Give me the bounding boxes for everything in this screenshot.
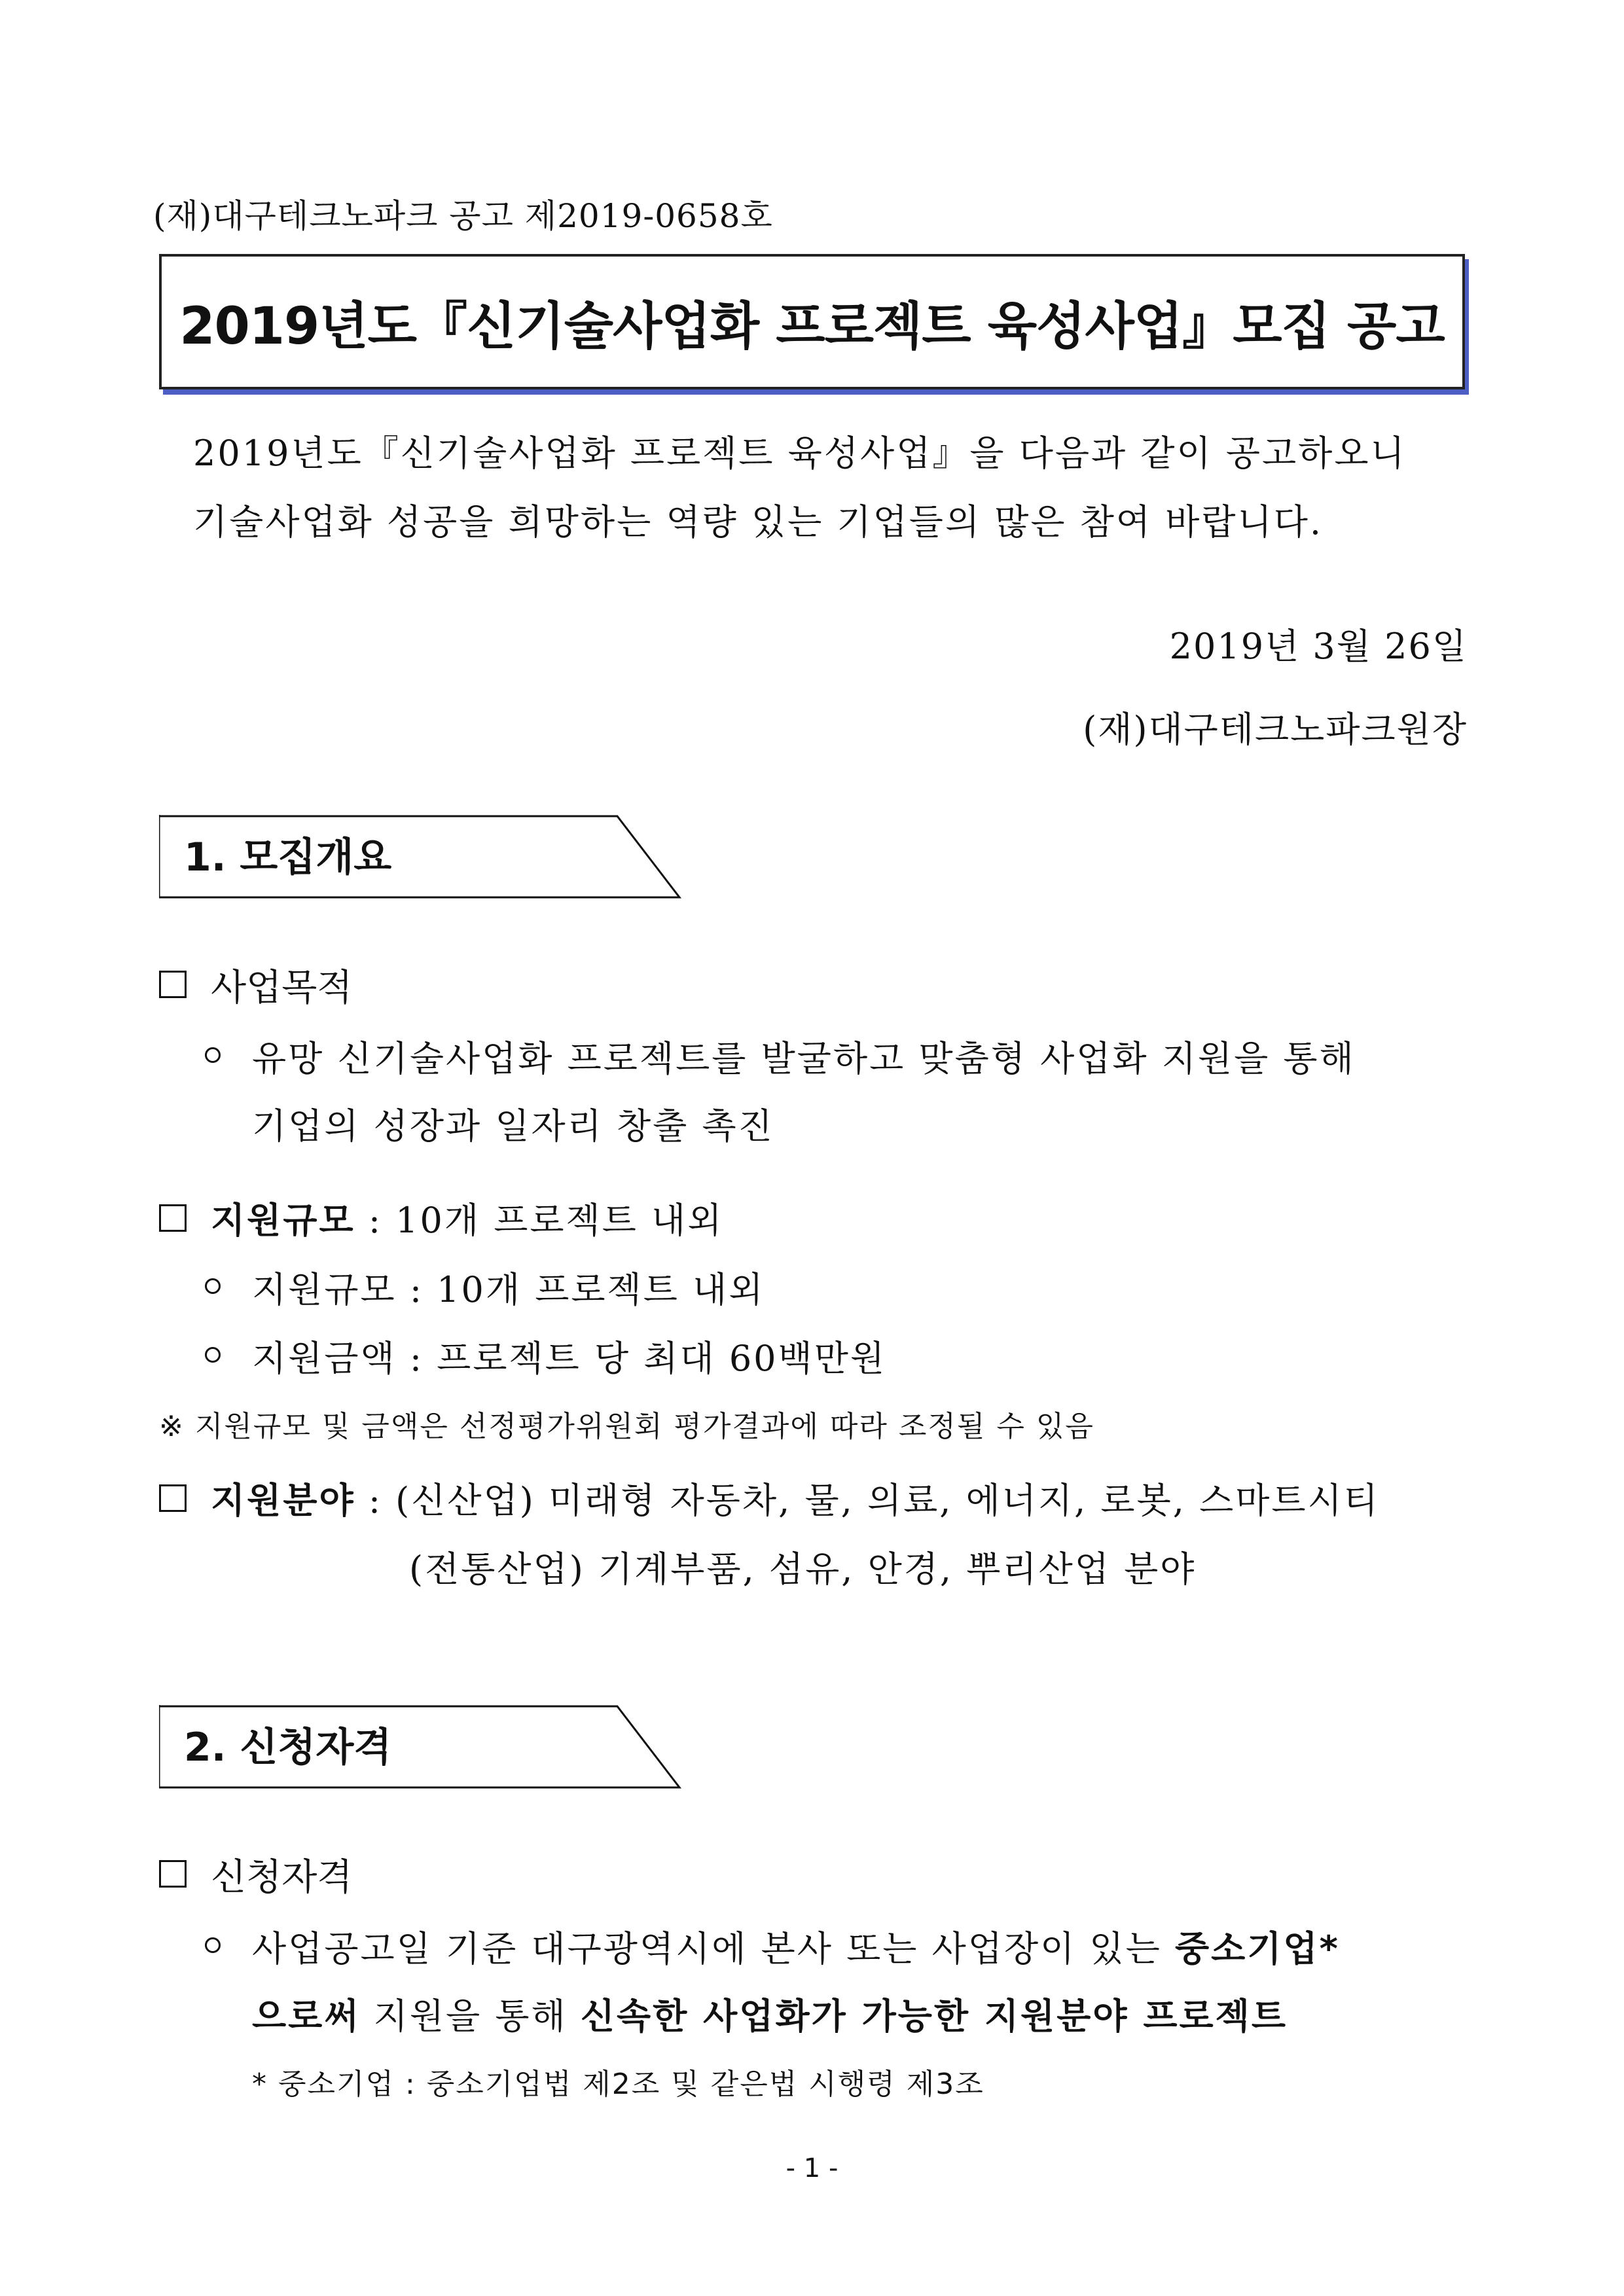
qualification-text-2c: 신속한 사업화가 가능한 지원분야 프로젝트: [580, 1996, 1288, 2037]
page-number: - 1 -: [785, 2153, 839, 2183]
section-2-heading: 2. 신청자격: [184, 1725, 392, 1770]
scale-label-rest: : 10개 프로젝트 내외: [355, 1200, 724, 1241]
scale-item-2: 지원금액 : 프로젝트 당 최대 60백만원: [252, 1338, 887, 1379]
qualification-text-1b: 중소기업*: [1174, 1928, 1340, 1969]
checkbox-square-icon: [159, 1204, 187, 1232]
notice-number: (재)대구테크노파크 공고 제2019-0658호: [153, 197, 773, 235]
qualification-text-1a: 사업공고일 기준 대구광역시에 본사 또는 사업장이 있는: [252, 1928, 1175, 1969]
scale-note: ※ 지원규모 및 금액은 선정평가위원회 평가결과에 따라 조정될 수 있음: [159, 1410, 1094, 1443]
checkbox-square-icon: [159, 1484, 187, 1512]
scale-label: 지원규모: [211, 1200, 355, 1241]
section-1-header: [159, 815, 683, 900]
circle-bullet-icon: [205, 1347, 221, 1363]
title-box: [159, 254, 1465, 389]
issuer: (재)대구테크노파크원장: [1083, 709, 1468, 750]
qualification-text-2b: 지원을 통해: [360, 1996, 581, 2037]
scale-item-1: 지원규모 : 10개 프로젝트 내외: [252, 1269, 765, 1310]
scale-heading: [211, 1193, 723, 1243]
field-line-1: [211, 1473, 1380, 1523]
qualification-footnote: * 중소기업 : 중소기업법 제2조 및 같은법 시행령 제3조: [252, 2068, 984, 2101]
field-text-1: : (신산업) 미래형 자동차, 물, 의료, 에너지, 로봇, 스마트시티: [355, 1480, 1380, 1521]
qualification-label: 신청자격: [211, 1856, 353, 1899]
section-2-header: [159, 1705, 683, 1790]
checkbox-square-icon: [159, 1860, 187, 1888]
section-1-heading: 1. 모집개요: [184, 834, 392, 880]
qualification-line-2: [252, 1988, 1288, 2039]
purpose-item-line-1: 유망 신기술사업화 프로젝트를 발굴하고 맞춤형 사업화 지원을 통해: [252, 1038, 1356, 1079]
intro-line-1: 2019년도『신기술사업화 프로젝트 육성사업』을 다음과 같이 공고하오니: [193, 433, 1407, 474]
document-title: 2019년도『신기술사업화 프로젝트 육성사업』모집 공고: [179, 296, 1445, 356]
circle-bullet-icon: [205, 1937, 221, 1953]
qualification-line-1: [252, 1921, 1340, 1971]
intro-line-2: 기술사업화 성공을 희망하는 역량 있는 기업들의 많은 참여 바랍니다.: [193, 501, 1324, 543]
checkbox-square-icon: [159, 971, 187, 998]
purpose-item-line-2: 기업의 성장과 일자리 창출 촉진: [252, 1105, 774, 1147]
purpose-label: 사업목적: [211, 967, 353, 1009]
notice-date: 2019년 3월 26일: [1169, 626, 1468, 667]
circle-bullet-icon: [205, 1278, 221, 1294]
circle-bullet-icon: [205, 1047, 221, 1063]
field-line-2: (전통산업) 기계부품, 섬유, 안경, 뿌리산업 분야: [409, 1549, 1197, 1590]
qualification-text-2a: 으로써: [252, 1996, 361, 2037]
field-label: 지원분야: [211, 1480, 355, 1521]
